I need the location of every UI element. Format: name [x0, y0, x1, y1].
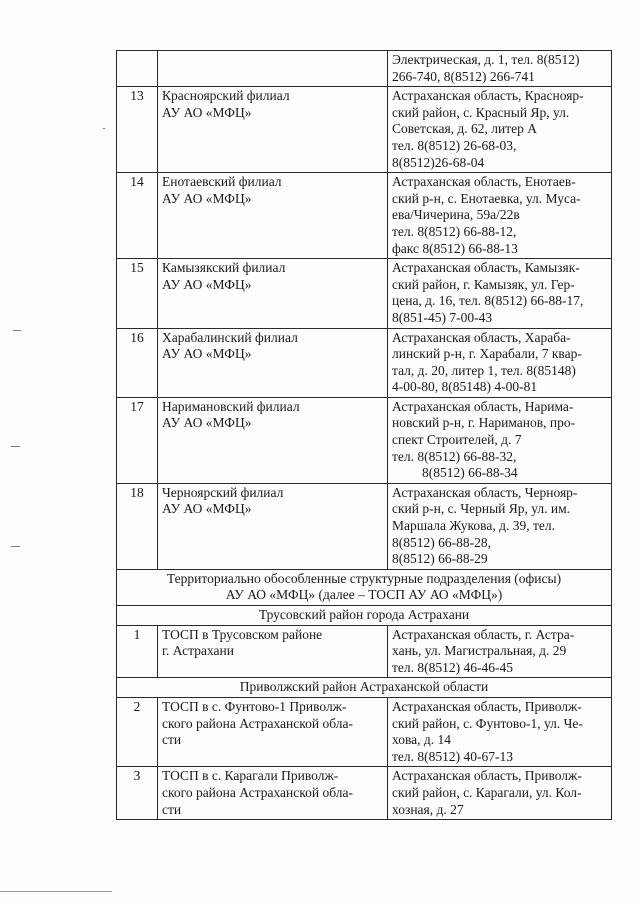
cell-line: ский р-н, с. Черный Яр, ул. им. [392, 501, 571, 517]
cell-line: АУ АО «МФЦ» [162, 104, 252, 120]
row-number: 1 [117, 625, 158, 678]
address-cell [388, 259, 612, 328]
cell-line: цена, д. 16, тел. 8(8512) 66-88-17, [392, 293, 584, 309]
cell-line: тел. 8(8512) 66-88-12, [392, 223, 517, 239]
district-header-row [117, 678, 612, 698]
cell-line: сти [162, 801, 182, 817]
cell-line: 8(8512) 66-88-28, [392, 534, 491, 550]
cell-line: Астраханская область, Камызяк- [392, 260, 580, 276]
cell-line: 266-740, 8(8512) 266-741 [392, 68, 535, 84]
cell-line: Территориально обособленные структурные подразделения (офисы) [166, 570, 562, 586]
cell-line: тел. 8(8512) 40-67-13 [392, 748, 513, 764]
scan-mark [103, 128, 105, 129]
cell-line: АУ АО «МФЦ» [162, 190, 252, 206]
branch-name-cell [158, 697, 388, 766]
cell-line: Маршала Жукова, д. 39, тел. [392, 518, 555, 534]
cell-line: ского района Астраханской обла- [162, 784, 353, 800]
table-row [117, 259, 612, 328]
district-header: Трусовский район города Астрахани [117, 606, 612, 626]
address-cell [388, 397, 612, 483]
cell-line: Наримановский филиал [162, 398, 300, 414]
cell-line: АУ АО «МФЦ» [162, 501, 252, 517]
cell-line: АУ АО «МФЦ» [162, 346, 252, 362]
row-number: 14 [117, 173, 158, 259]
branch-name-cell [158, 259, 388, 328]
cell-line: линский р-н, г. Харабали, 7 квар- [392, 346, 582, 362]
branch-name-cell [158, 483, 388, 569]
district-header-row [117, 606, 612, 626]
cell-line: Астраханская область, Краснояр- [392, 88, 584, 104]
cell-line: Астраханская область, Приволж- [392, 768, 582, 784]
table-row [117, 625, 612, 678]
cell-line: ский район, г. Камызяк, ул. Гер- [392, 276, 575, 292]
cell-line: Енотаевский филиал [162, 174, 282, 190]
row-number: 15 [117, 259, 158, 328]
cell-line: Советская, д. 62, литер А [392, 121, 537, 137]
cell-line: Камызякский филиал [162, 260, 286, 276]
address-cell [388, 51, 612, 87]
row-number: 3 [117, 767, 158, 820]
branch-name-cell [158, 328, 388, 397]
cell-line: ТОСП в Трусовском районе [162, 626, 323, 642]
row-number: 18 [117, 483, 158, 569]
cell-line: 8(8512) 66-88-29 [392, 551, 488, 567]
table-row [117, 328, 612, 397]
cell-line: АУ АО «МФЦ» [162, 415, 252, 431]
row-number: 16 [117, 328, 158, 397]
branch-name-cell [158, 51, 388, 87]
cell-line: хозная, д. 27 [392, 801, 464, 817]
cell-line: Астраханская область, Чернояр- [392, 484, 578, 500]
offices-table-body [117, 51, 612, 820]
branch-name-cell [158, 625, 388, 678]
table-row [117, 483, 612, 569]
address-cell [388, 625, 612, 678]
cell-line: ТОСП в с. Карагали Приволж- [162, 768, 339, 784]
cell-line: Красноярский филиал [162, 88, 290, 104]
row-number [117, 51, 158, 87]
cell-line: ский район, с. Фунтово-1, ул. Че- [392, 715, 583, 731]
cell-line: факс 8(8512) 66-88-13 [392, 240, 518, 256]
address-cell [388, 87, 612, 173]
branch-name-cell [158, 767, 388, 820]
section-header [117, 569, 612, 605]
scan-mark [11, 446, 20, 447]
cell-line: Харабалинский филиал [162, 329, 298, 345]
page-bottom-rule [0, 891, 112, 892]
cell-line: АУ АО «МФЦ» [162, 276, 252, 292]
cell-line: Черноярский филиал [162, 484, 284, 500]
cell-line: 8(851-45) 7-00-43 [392, 309, 493, 325]
offices-table [116, 50, 612, 820]
cell-line: Астраханская область, Приволж- [392, 698, 582, 714]
table-row [117, 87, 612, 173]
cell-line: 8(8512)26-68-04 [392, 154, 485, 170]
cell-line: ского района Астраханской обла- [162, 715, 353, 731]
cell-line: тел. 8(8512) 46-46-45 [392, 659, 513, 675]
branch-name-cell [158, 173, 388, 259]
cell-line: Астраханская область, г. Астра- [392, 626, 575, 642]
row-number: 13 [117, 87, 158, 173]
cell-line: сти [162, 732, 182, 748]
cell-line: ева/Чичерина, 59а/22в [392, 207, 520, 223]
branch-name-cell [158, 87, 388, 173]
cell-line: Астраханская область, Енотаев- [392, 174, 576, 190]
address-cell [388, 483, 612, 569]
address-cell [388, 767, 612, 820]
table-row [117, 767, 612, 820]
cell-line: тел. 8(8512) 66-88-32, [392, 448, 517, 464]
cell-line: ский район, с. Красный Яр, ул. [392, 104, 570, 120]
address-cell [388, 173, 612, 259]
scan-mark [13, 330, 21, 331]
section-header-row [117, 569, 612, 605]
cell-line: спект Строителей, д. 7 [392, 432, 522, 448]
cell-line: Астраханская область, Нарима- [392, 398, 574, 414]
branch-name-cell [158, 397, 388, 483]
cell-line: ский район, с. Карагали, ул. Кол- [392, 784, 582, 800]
table-row [117, 173, 612, 259]
cell-line: 4-00-80, 8(85148) 4-00-81 [392, 379, 538, 395]
district-header: Приволжский район Астраханской области [117, 678, 612, 698]
cell-line: ский р-н, с. Енотаевка, ул. Муса- [392, 190, 581, 206]
cell-line: хань, ул. Магистральная, д. 29 [392, 643, 567, 659]
cell-line: г. Астрахани [162, 643, 234, 659]
cell-line: новский р-н, г. Нариманов, про- [392, 415, 576, 431]
cell-line: Астраханская область, Хараба- [392, 329, 571, 345]
row-number: 17 [117, 397, 158, 483]
row-number: 2 [117, 697, 158, 766]
cell-line: Электрическая, д. 1, тел. 8(8512) [392, 52, 580, 67]
cell-line: хова, д. 14 [392, 732, 452, 748]
table-row [117, 397, 612, 483]
cell-line: тал, д. 20, литер 1, тел. 8(85148) [392, 362, 576, 378]
cell-line: АУ АО «МФЦ» (далее – ТОСП АУ АО «МФЦ») [225, 587, 503, 603]
cell-line: ТОСП в с. Фунтово-1 Приволж- [162, 698, 347, 714]
cell-line: тел. 8(8512) 26-68-03, [392, 137, 517, 153]
table-row [117, 51, 612, 87]
scan-mark [11, 546, 20, 547]
cell-line: 8(8512) 66-88-34 [422, 465, 518, 481]
table-row [117, 697, 612, 766]
address-cell [388, 328, 612, 397]
address-cell [388, 697, 612, 766]
